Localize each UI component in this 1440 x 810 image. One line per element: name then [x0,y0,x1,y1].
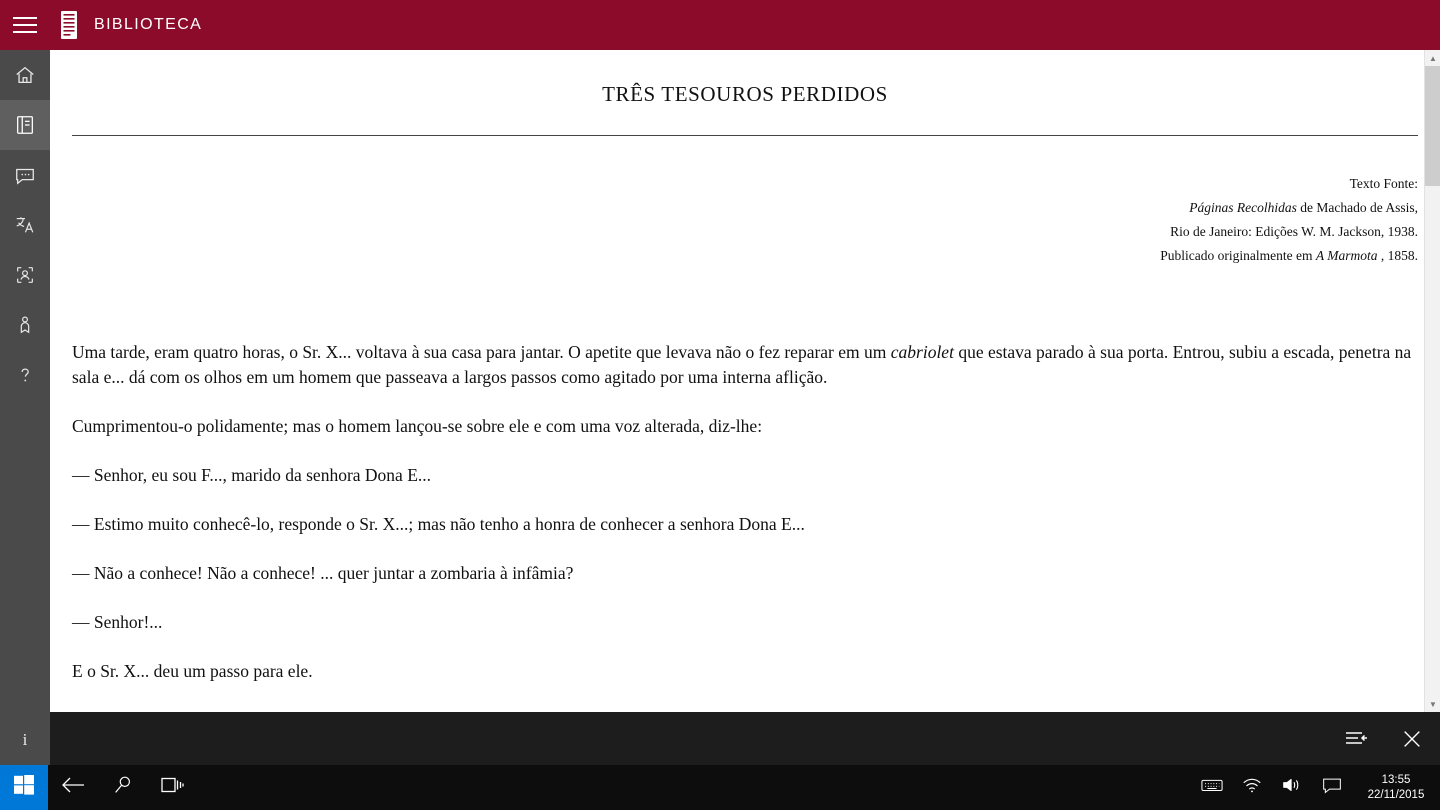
document-paragraph [72,340,1418,390]
keyboard-icon [1201,777,1223,798]
document-paragraph [72,512,1418,537]
system-tray [1192,765,1440,810]
volume-tray-icon[interactable] [1272,765,1312,810]
document-reader [50,50,1440,712]
paragraph-text: que estava parado à sua porta. Entrou, subiu a escada, penetra na sala e... dá com os olhos em um homem que passeava a largos passos como agitado por uma interna aflição. [72,342,1412,387]
keyboard-tray-icon[interactable] [1192,765,1232,810]
paragraph-text: Uma tarde, eram quatro horas, o Sr. X... voltava à sua casa para jantar. O apetite que levava não o fez reparar em um [72,342,891,362]
document-scrollbar[interactable] [1424,50,1440,712]
sidebar-item-home[interactable] [0,50,50,100]
source-label: Texto Fonte: [1349,176,1418,191]
task-view-button[interactable] [148,765,198,810]
emphasized-text: cabriolet [890,342,954,362]
sidebar-item-help[interactable] [0,350,50,400]
document-paragraph [72,463,1418,488]
document-paragraph [72,610,1418,635]
paragraph-text: — Estimo muito conhecê-lo, responde o Sr. X...; mas não tenho a honra de conhecer a senhora Dona E... [72,514,805,534]
info-icon: i [22,730,28,749]
paragraph-text: — Senhor!... [72,612,163,632]
app-command-bar [50,712,1440,765]
scroll-up-arrow-icon[interactable]: ▲ [1429,53,1437,63]
action-center-icon[interactable] [1312,765,1352,810]
document-paragraph [72,659,1418,684]
sidebar-item-author[interactable] [0,250,50,300]
toc-button[interactable] [1328,712,1384,765]
document-body [72,340,1418,684]
clock-time: 13:55 [1381,773,1411,786]
bookmark-person-icon [14,314,36,336]
sidebar-item-library[interactable] [0,100,50,150]
book-logo-icon [56,8,82,42]
source-publication-prefix: Publicado originalmente em [1160,248,1316,263]
back-arrow-icon [60,775,86,800]
page-title: TRÊS TESOUROS PERDIDOS [602,82,888,106]
sidebar-item-translate[interactable] [0,200,50,250]
search-icon [112,774,134,801]
back-button[interactable] [48,765,98,810]
document-paragraph [72,561,1418,586]
list-arrow-icon [1344,729,1368,749]
translate-icon [14,214,36,236]
task-view-icon [161,775,185,800]
comment-icon [14,164,36,186]
paragraph-text: Cumprimentou-o polidamente; mas o homem lançou-se sobre ele e com uma voz alterada, diz-lhe: [72,416,763,436]
paragraph-text: E o Sr. X... deu um passo para ele. [72,661,313,681]
scrollbar-thumb[interactable] [1425,66,1440,186]
taskbar-clock[interactable] [1352,765,1440,810]
scroll-down-arrow-icon[interactable]: ▼ [1429,699,1437,709]
notification-icon [1322,776,1342,799]
paragraph-text: — Senhor, eu sou F..., marido da senhora Dona E... [72,465,432,485]
wifi-tray-icon[interactable] [1232,765,1272,810]
app-title: BIBLIOTECA [94,16,203,33]
wifi-icon [1241,776,1263,799]
start-button[interactable] [0,765,48,810]
source-line-3 [72,244,1418,268]
source-note [72,172,1418,268]
windows-logo-icon [14,775,34,800]
windows-taskbar [0,765,1440,810]
close-button[interactable] [1384,712,1440,765]
source-work-title: Páginas Recolhidas [1189,200,1297,215]
book-reader-icon [14,114,36,136]
app-header [0,0,1440,50]
hamburger-icon[interactable] [0,0,50,50]
home-icon [14,64,36,86]
source-publication-title: A Marmota [1315,248,1378,263]
question-mark-icon [14,364,36,386]
source-line-2: Rio de Janeiro: Edições W. M. Jackson, 1938. [1170,224,1418,239]
title-divider [72,135,1418,136]
document-page [50,50,1440,684]
paragraph-text: — Não a conhece! Não a conhece! ... quer juntar a zombaria à infâmia? [72,563,574,583]
sidebar-item-profile[interactable] [0,300,50,350]
search-button[interactable] [98,765,148,810]
sidebar-item-info[interactable] [0,715,50,765]
document-paragraph [72,414,1418,439]
source-publication-suffix: , 1858. [1377,248,1418,263]
sidebar-item-comments[interactable] [0,150,50,200]
source-author: de Machado de Assis, [1296,200,1418,215]
left-nav-rail [0,50,50,765]
close-icon [1401,728,1423,750]
clock-date: 22/11/2015 [1367,788,1425,801]
source-line-1 [72,196,1418,220]
speaker-icon [1281,776,1303,799]
person-card-icon [14,264,36,286]
